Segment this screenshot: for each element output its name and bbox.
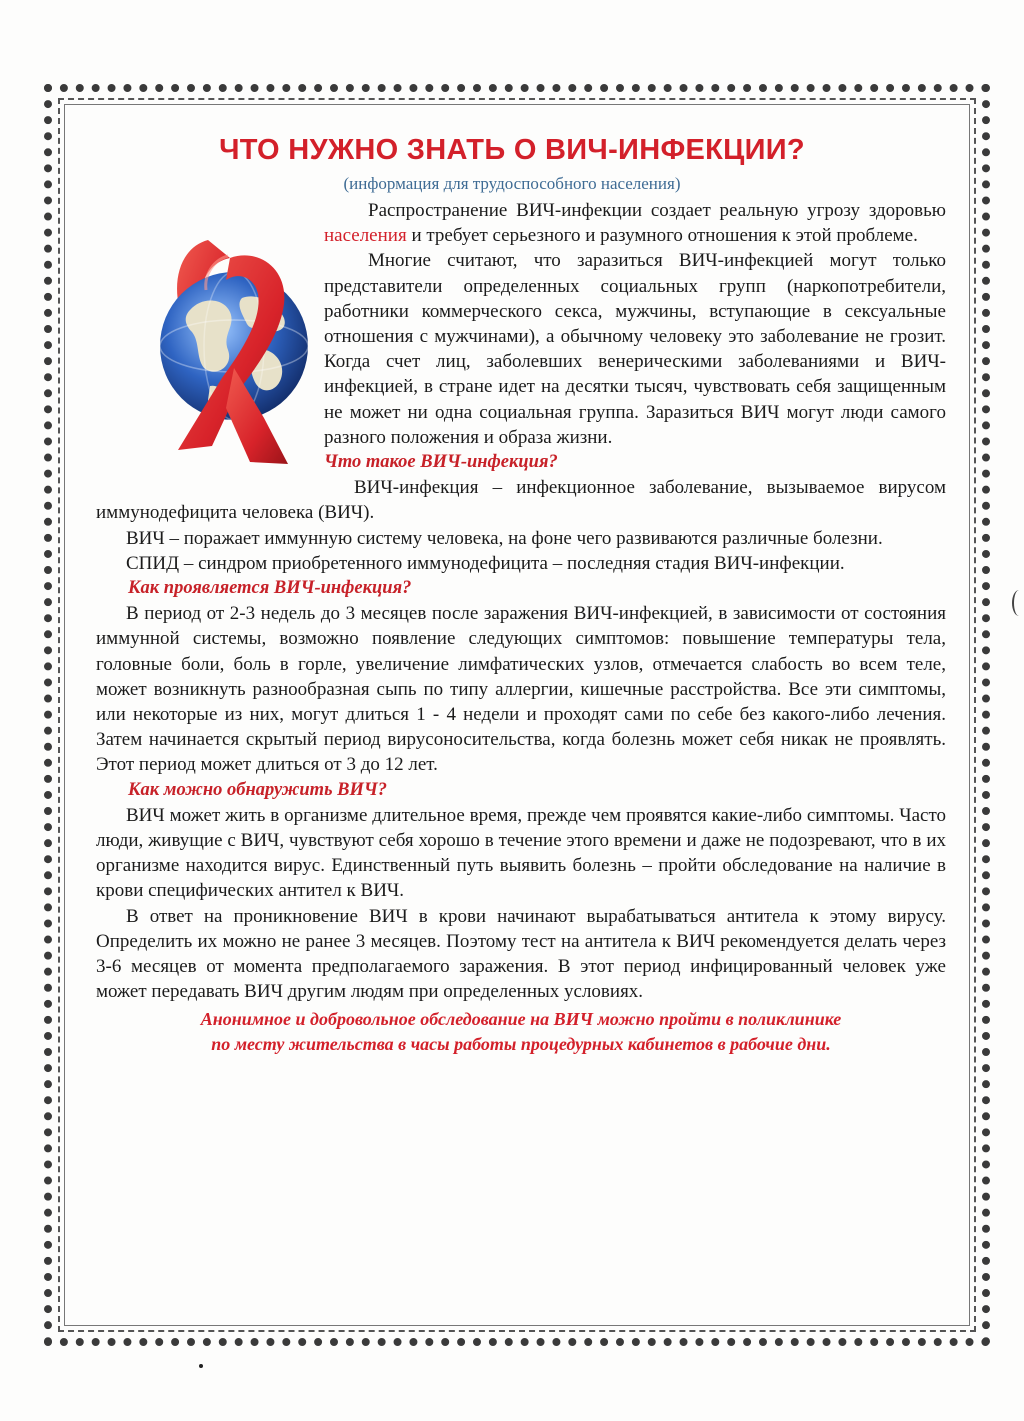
closing-note: [96, 1007, 946, 1057]
section1-paragraph-2: ВИЧ – поражает иммунную систему человека, на фоне чего развиваются различные болезни.: [126, 527, 883, 549]
emblem-space: [96, 198, 324, 484]
section2-paragraph-1: В период от 2-3 недель до 3 месяцев после заражения ВИЧ-инфекцией, в зависимости от состояния иммунной системы, возможно появление следующих симптомов: повышение температуры тела, головные боли, боль в горле, увеличение лимфатических узлов, отмечается слабость во всем теле, может возникнуть разнообразная сыпь по типу аллергии, кишечные расстройства. Все эти симптомы, или некоторые из них, могут длиться 1 - 4 недели и проходят сами по себе без какого-либо лечения. Затем начинается скрытый период вирусоносительства, когда болезнь может себя никак не проявлять. Этот период может длиться от 3 до 12 лет.: [96, 603, 946, 776]
section1-paragraph-1: ВИЧ-инфекция – инфекционное заболевание, вызываемое вирусом иммунодефицита человека (ВИЧ).: [96, 477, 946, 524]
section3-paragraph-2: В ответ на проникновение ВИЧ в крови начинают вырабатываться антитела к этому вирусу. Определить их можно не ранее 3 месяцев. Поэтому тест на антитела к ВИЧ рекомендуется делать через 3-6 месяцев от момента предполагаемого заражения. В этот период инфицированный человек уже может передавать ВИЧ другим людям при определенных условиях.: [96, 905, 946, 1003]
scan-edge-mark: [1012, 590, 1024, 616]
section1-paragraph-3: СПИД – синдром приобретенного иммунодефицита – последняя стадия ВИЧ-инфекции.: [126, 552, 845, 574]
scan-speck: [199, 1364, 203, 1368]
section3-paragraph-1: ВИЧ может жить в организме длительное время, прежде чем проявятся какие-либо симптомы. Часто люди, живущие с ВИЧ, чувствуют себя хорошо в течение этого времени и даже не подозревают, что в их организме находится вирус. Единственный путь выявить болезнь – пройти обследование на наличие в крови специфических антител к ВИЧ.: [96, 804, 946, 902]
highlight-word: населения: [324, 225, 407, 247]
closing-line-1: Анонимное и добровольное обследование на ВИЧ можно пройти в поликлинике: [200, 1008, 842, 1029]
intro-paragraph-1: Распространение ВИЧ-инфекции создает реальную угрозу здоровью населения и требует серьезного и разумного отношения к этой проблеме.: [324, 200, 946, 247]
section-heading-how-to-detect: Как можно обнаружить ВИЧ?: [128, 779, 387, 800]
page-subtitle: (информация для трудоспособного населения): [343, 174, 681, 193]
page-title: ЧТО НУЖНО ЗНАТЬ О ВИЧ-ИНФЕКЦИИ?: [219, 134, 805, 166]
section-heading-what-is-hiv: Что такое ВИЧ-инфекция?: [324, 452, 558, 473]
article-body: [96, 198, 946, 1057]
section-heading-how-it-manifests: Как проявляется ВИЧ-инфекция?: [128, 578, 412, 599]
closing-line-2: по месту жительства в часы работы процедурных кабинетов в рабочие дни.: [211, 1033, 831, 1054]
intro-paragraph-2: Многие считают, что заразиться ВИЧ-инфекцией могут только представители определенных социальных групп (наркопотребители, работники коммерческого секса, мужчины, вступающие в сексуальные отношения с мужчинами), а обычному человеку это заболевание не грозит. Когда счет лиц, заболевших венерическими заболеваниями и ВИЧ-инфекцией, в стране идет на десятки тысяч, чувствовать себя защищенным не может ни одна социальная группа. Заразиться ВИЧ могут люди самого разного положения и образа жизни.: [324, 250, 946, 448]
